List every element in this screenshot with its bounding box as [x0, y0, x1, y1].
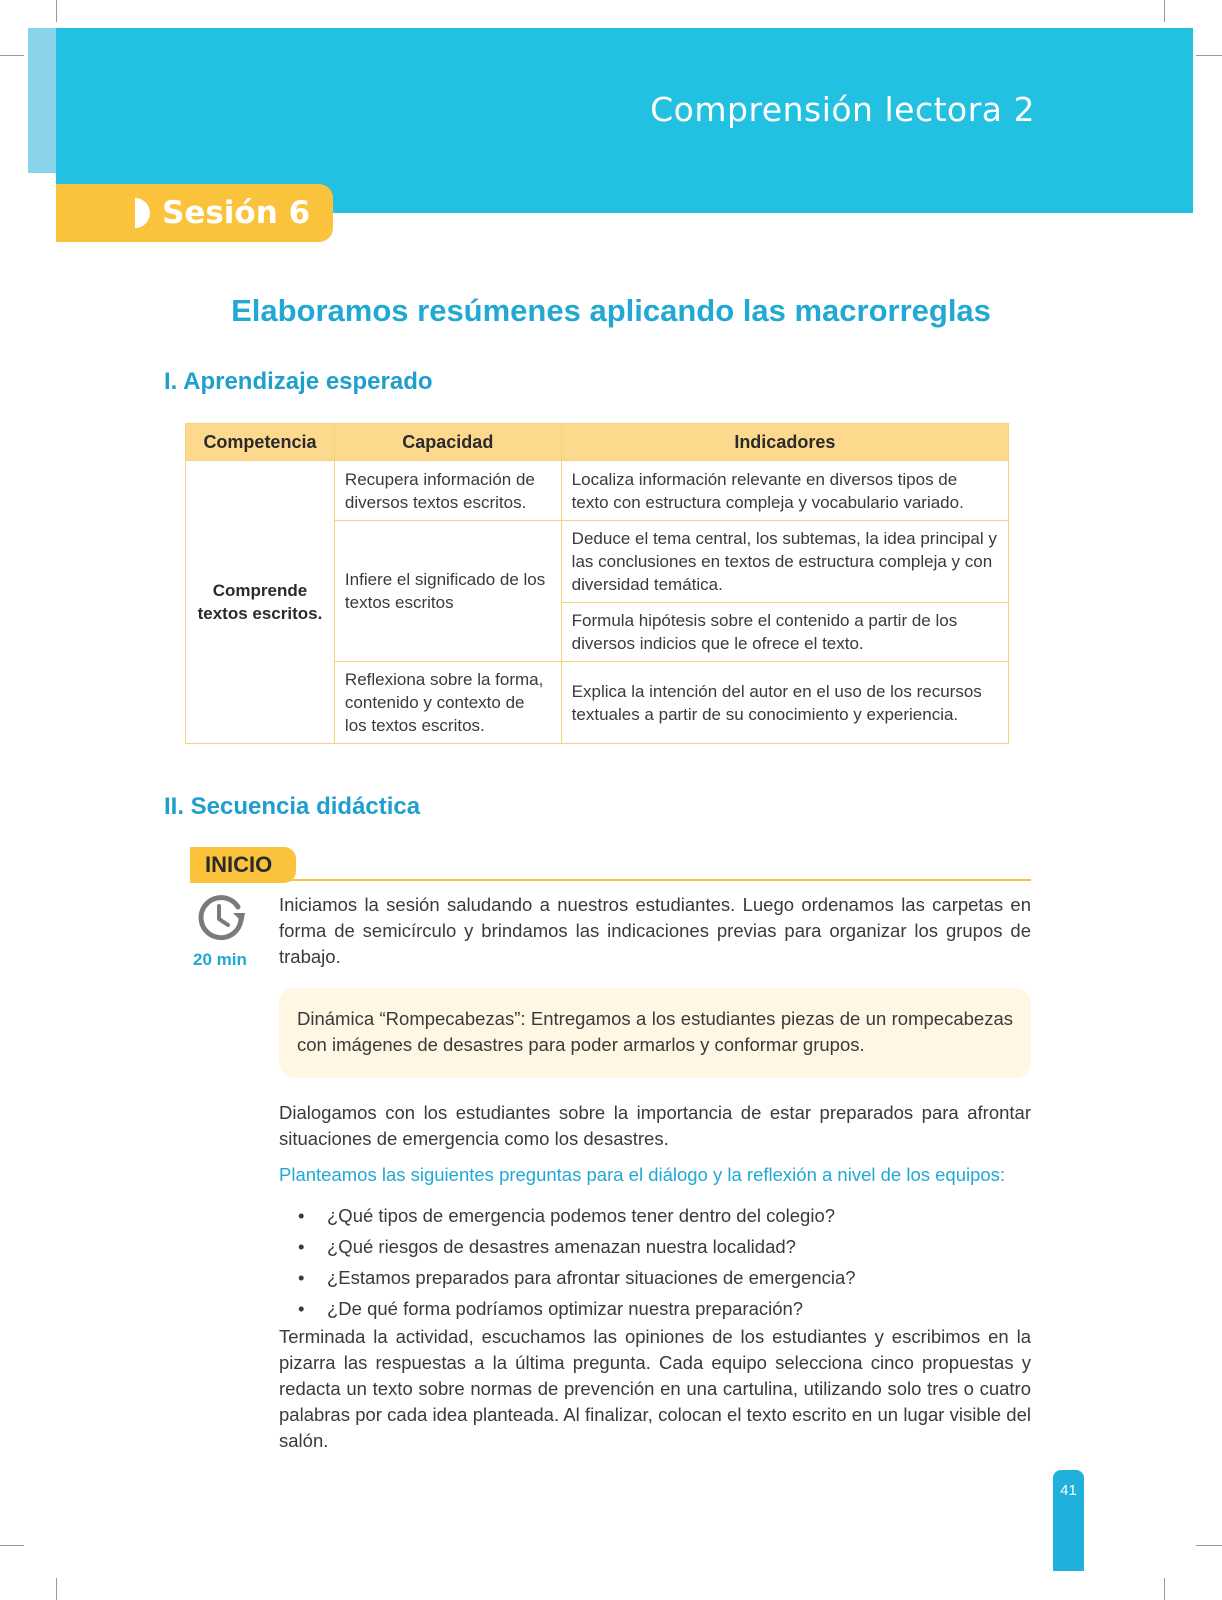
column-header: Competencia — [186, 424, 335, 461]
list-item: • ¿Qué riesgos de desastres amenazan nuestra localidad? — [279, 1231, 1019, 1262]
capacidad-cell: Recupera información de diversos textos escritos. — [334, 461, 561, 521]
table-row — [186, 461, 1009, 521]
crop-mark — [1164, 1578, 1165, 1600]
list-item: • ¿Qué tipos de emergencia podemos tener dentro del colegio? — [279, 1200, 1019, 1231]
crop-mark — [1196, 55, 1222, 56]
list-item: • ¿Estamos preparados para afrontar situaciones de emergencia? — [279, 1262, 1019, 1293]
crop-mark — [1164, 0, 1165, 22]
crop-mark — [1196, 1545, 1222, 1546]
capacidad-cell: Infiere el significado de los textos escritos — [334, 521, 561, 662]
indicador-cell: Explica la intención del autor en el uso de los recursos textuales a partir de su conocimiento y experiencia. — [561, 662, 1008, 744]
bullet-icon: • — [298, 1236, 305, 1257]
column-header: Indicadores — [561, 424, 1008, 461]
indicador-cell: Formula hipótesis sobre el contenido a partir de los diversos indicios que le ofrece el texto. — [561, 603, 1008, 662]
intro-paragraph: Iniciamos la sesión saludando a nuestros estudiantes. Luego ordenamos las carpetas en forma de semicírculo y brindamos las indicaciones previas para organizar los grupos de trabajo. — [279, 894, 1031, 967]
questions-intro: Planteamos las siguientes preguntas para el diálogo y la reflexión a nivel de los equipos: — [279, 1164, 1006, 1185]
book-title: Comprensión lectora 2 — [650, 90, 1035, 129]
header-accent-strip — [28, 28, 56, 173]
column-header: Capacidad — [334, 424, 561, 461]
section-heading-aprendizaje: I. Aprendizaje esperado — [164, 368, 433, 395]
crop-mark — [0, 55, 24, 56]
questions-list — [279, 1200, 1019, 1324]
activity-callout — [279, 988, 1031, 1078]
bullet-icon: • — [298, 1267, 305, 1288]
table-header-row — [186, 424, 1009, 461]
closing-paragraph: Terminada la actividad, escuchamos las opiniones de los estudiantes y escribimos en la pizarra las respuestas a la última pregunta. Cada equipo selecciona cinco propuestas y redacta un texto sobre normas de prevención en una cartulina, utilizando solo tres o cuatro palabras por cada idea planteada. Al finalizar, colocan el texto escrito en un lugar visible del salón. — [279, 1326, 1031, 1451]
bullet-icon: • — [298, 1205, 305, 1226]
session-tab — [56, 184, 333, 242]
session-label: Sesión 6 — [162, 195, 311, 231]
competencia-cell: Comprende textos escritos. — [186, 461, 335, 744]
half-circle-icon — [135, 198, 151, 228]
capacidad-cell: Reflexiona sobre la forma, contenido y contexto de los textos escritos. — [334, 662, 561, 744]
dialog-paragraph: Dialogamos con los estudiantes sobre la importancia de estar preparados para afrontar situaciones de emergencia como los desastres. — [279, 1102, 1031, 1149]
crop-mark — [56, 1578, 57, 1600]
phase-divider — [290, 879, 1031, 881]
list-item: • ¿De qué forma podríamos optimizar nuestra preparación? — [279, 1293, 1019, 1324]
bullet-icon: • — [298, 1298, 305, 1319]
section-heading-secuencia: II. Secuencia didáctica — [164, 793, 421, 820]
crop-mark — [56, 0, 57, 22]
crop-mark — [0, 1545, 24, 1546]
duration-label: 20 min — [193, 950, 247, 969]
learning-table — [185, 423, 1009, 744]
callout-text: Dinámica “Rompecabezas”: Entregamos a los estudiantes piezas de un rompecabezas con imágenes de desastres para poder armarlos y conformar grupos. — [297, 1008, 1013, 1055]
clock-icon — [197, 893, 247, 941]
phase-label: INICIO — [190, 847, 296, 883]
page-number: 41 — [1053, 1470, 1084, 1571]
indicador-cell: Deduce el tema central, los subtemas, la idea principal y las conclusiones en textos de estructura compleja y con diversidad temática. — [561, 521, 1008, 603]
page-title: Elaboramos resúmenes aplicando las macrorreglas — [231, 293, 991, 328]
indicador-cell: Localiza información relevante en diversos tipos de texto con estructura compleja y vocabulario variado. — [561, 461, 1008, 521]
